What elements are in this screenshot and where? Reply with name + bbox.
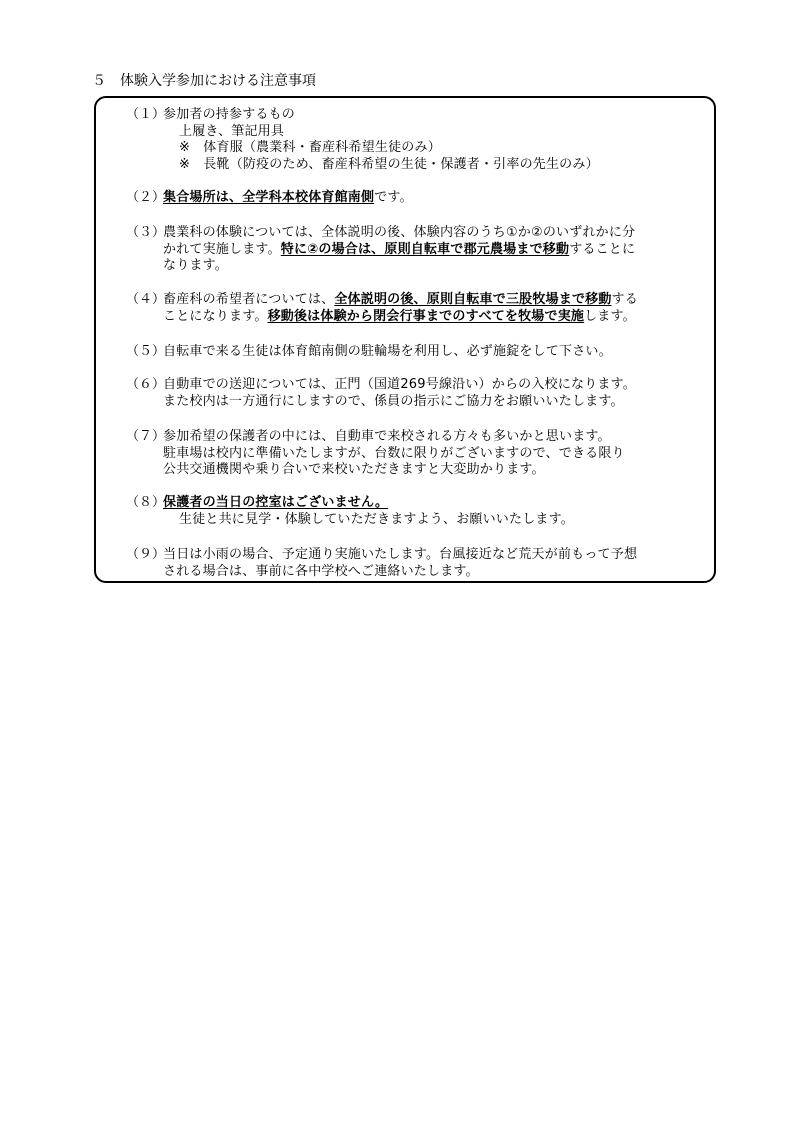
note-line xyxy=(163,241,635,258)
note-text: です。 xyxy=(374,190,413,205)
note-text: ことになります。 xyxy=(163,308,268,324)
note-text: します。 xyxy=(584,308,636,324)
note-text: 農業科の体験については、全体説明の後、体験内容のうち①か②のいずれかに分 xyxy=(163,225,636,240)
item-number: （３） xyxy=(126,225,166,240)
note-text: ※ 体育服（農業科・畜産科希望生徒のみ） xyxy=(179,140,441,156)
item-number: （５） xyxy=(126,344,166,359)
note-line xyxy=(179,511,574,528)
note-line xyxy=(163,291,638,308)
note-text: 自動車での送迎については、正門（国道269号線沿い）からの入校になります。 xyxy=(163,377,636,392)
note-text: 駐車場は校内に準備いたしますが、台数に限りがございますので、できる限り xyxy=(163,445,625,461)
note-line xyxy=(163,428,611,445)
section-title: ５ 体験入学参加における注意事項 xyxy=(92,73,316,89)
note-text: することに xyxy=(569,241,636,257)
note-text: される場合は、事前に各中学校へご連絡いたします。 xyxy=(163,563,479,579)
note-line xyxy=(163,376,636,393)
item-number: （２） xyxy=(126,190,166,205)
note-line xyxy=(163,494,388,511)
note-text: 参加者の持参するもの xyxy=(163,107,296,122)
emphasis-text: 集合場所は、全学科本校体育館南側 xyxy=(163,190,375,205)
note-line xyxy=(163,563,479,580)
note-line xyxy=(163,308,636,325)
note-text: 公共交通機関や乗り合いで来校いただきますと大変助かります。 xyxy=(163,462,545,478)
note-text: 参加希望の保護者の中には、自動車で来校される方々も多いかと思います。 xyxy=(163,429,611,444)
item-number: （１） xyxy=(126,107,166,122)
note-text: 生徒と共に見学・体験していただきますよう、お願いいたします。 xyxy=(179,511,574,527)
note-text: また校内は一方通行にしますので、係員の指示にご協力をお願いいたします。 xyxy=(163,393,624,409)
item-number: （７） xyxy=(126,429,166,444)
note-text: 当日は小雨の場合、予定通り実施いたします。台風接近など荒天が前もって予想 xyxy=(163,547,638,562)
note-line xyxy=(163,343,612,360)
note-text: かれて実施します。 xyxy=(163,241,281,257)
note-line xyxy=(163,546,637,563)
note-line xyxy=(163,224,635,241)
item-number: （９） xyxy=(126,547,166,562)
note-line xyxy=(163,445,625,462)
item-number: （８） xyxy=(126,495,166,510)
emphasis-text: 全体説明の後、原則自転車で三股牧場まで移動 xyxy=(334,292,612,307)
note-line xyxy=(179,156,599,173)
item-number: （４） xyxy=(126,292,166,307)
note-text: 畜産科の希望者については、 xyxy=(163,292,335,307)
note-text: する xyxy=(611,292,638,307)
note-line xyxy=(163,393,624,410)
emphasis-text: 移動後は体験から閉会行事までのすべてを牧場で実施 xyxy=(267,308,585,324)
note-line xyxy=(179,123,284,140)
emphasis-text: 保護者の当日の控室はございません。 xyxy=(163,495,389,510)
note-line xyxy=(163,257,228,274)
note-line xyxy=(163,106,295,123)
note-text: 自転車で来る生徒は体育館南側の駐輪場を利用し、必ず施錠をして下さい。 xyxy=(163,344,612,359)
emphasis-text: 特に②の場合は、原則自転車で郡元農場まで移動 xyxy=(280,241,570,257)
note-text: 上履き、筆記用具 xyxy=(179,123,285,139)
note-line xyxy=(163,189,413,206)
note-text: なります。 xyxy=(163,258,228,274)
item-number: （６） xyxy=(126,377,166,392)
note-text: ※ 長靴（防疫のため、畜産科希望の生徒・保護者・引率の先生のみ） xyxy=(179,156,599,172)
note-line xyxy=(179,139,441,156)
note-line xyxy=(163,461,545,478)
